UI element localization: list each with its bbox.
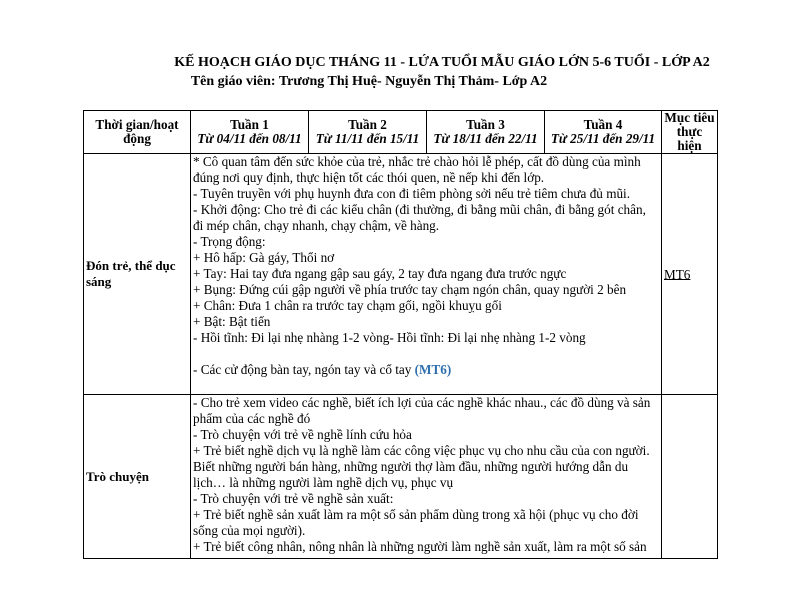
activity-content bbox=[191, 395, 662, 559]
content-text: - Các cử động bàn tay, ngón tay và cổ tay bbox=[193, 362, 412, 377]
content-line: - Trò chuyện với trẻ về nghề lính cứu hỏa bbox=[193, 427, 412, 442]
goal-link[interactable]: MT6 bbox=[664, 266, 691, 282]
header-week-2 bbox=[309, 111, 427, 154]
week-dates: Từ 11/11 đến 15/11 bbox=[315, 131, 420, 146]
goal-tag: (MT6) bbox=[414, 362, 452, 377]
activity-content bbox=[191, 154, 662, 395]
content-line: + Tay: Hai tay đưa ngang gập sau gáy, 2 tay đưa ngang đưa trước ngực bbox=[193, 266, 567, 281]
content-line: - Tuyên truyền với phụ huynh đưa con đi tiêm phòng sởi nếu trẻ tiêm chưa đủ mũi. bbox=[193, 186, 631, 201]
content-line: + Bụng: Đứng cúi gập người về phía trước tay chạm ngón chân, quay người 2 bên bbox=[193, 282, 627, 297]
content-line: - Cho trẻ xem video các nghề, biết ích lợi của các nghề khác nhau., các đồ dùng và sản phẩm của các nghề đó bbox=[193, 395, 651, 426]
document-title: KẾ HOẠCH GIÁO DỤC THÁNG 11 - LỨA TUỔI MẪU GIÁO LỚN 5-6 TUỔI - LỚP A2 bbox=[174, 55, 710, 70]
goal-cell bbox=[662, 395, 718, 559]
header-week-3 bbox=[427, 111, 545, 154]
content-line: - Khởi động: Cho trẻ đi các kiểu chân (đi thường, đi bằng mũi chân, đi bằng gót chân, đi mép chân, chạy nhanh, chạy chậm, về hàng. bbox=[193, 202, 646, 233]
goal-cell bbox=[662, 154, 718, 395]
content-line: + Hô hấp: Gà gáy, Thổi nơ bbox=[193, 250, 335, 265]
week-dates: Từ 18/11 đến 22/11 bbox=[433, 131, 538, 146]
content-line bbox=[193, 362, 659, 378]
table-row bbox=[84, 395, 718, 559]
week-dates: Từ 25/11 đến 29/11 bbox=[550, 131, 656, 146]
header-activity: Thời gian/hoạt động bbox=[84, 111, 191, 154]
header-week-4 bbox=[545, 111, 662, 154]
table-header-row bbox=[84, 111, 718, 154]
document-subtitle: Tên giáo viên: Trương Thị Huệ- Nguyễn Thị Thảm- Lớp A2 bbox=[190, 74, 548, 89]
education-plan-table bbox=[83, 110, 718, 559]
content-line: - Trọng động: bbox=[193, 234, 266, 249]
content-line: + Trẻ biết công nhân, nông nhân là những người làm nghề sản xuất, làm ra một số sản bbox=[193, 539, 647, 554]
content-line: - Hồi tĩnh: Đi lại nhẹ nhàng 1-2 vòng- Hồi tĩnh: Đi lại nhẹ nhàng 1-2 vòng bbox=[193, 330, 586, 345]
content-line: + Chân: Đưa 1 chân ra trước tay chạm gối, ngồi khuỵu gối bbox=[193, 298, 502, 313]
content-line: + Bật: Bật tiến bbox=[193, 314, 271, 329]
header-goal: Mục tiêu thực hiện bbox=[662, 111, 718, 154]
spacer bbox=[193, 346, 659, 362]
content-line: + Trẻ biết nghề sản xuất làm ra một số sản phẩm dùng trong xã hội (phục vụ cho đời sống của mọi người). bbox=[193, 507, 639, 538]
week-dates: Từ 04/11 đến 08/11 bbox=[197, 131, 302, 146]
week-label: Tuần 3 bbox=[466, 117, 505, 132]
content-line: * Cô quan tâm đến sức khỏe của trẻ, nhắc trẻ chào hỏi lễ phép, cất đồ dùng của mình đúng nơi quy định, thực hiện tốt các thói quen, nề nếp khi đến lớp. bbox=[193, 154, 641, 185]
header-week-1 bbox=[191, 111, 309, 154]
content-line: - Trò chuyện với trẻ về nghề sản xuất: bbox=[193, 491, 394, 506]
week-label: Tuần 1 bbox=[230, 117, 269, 132]
week-label: Tuần 2 bbox=[348, 117, 387, 132]
activity-label: Đón trẻ, thể dục sáng bbox=[84, 154, 191, 395]
week-label: Tuần 4 bbox=[583, 117, 623, 132]
content-line: + Trẻ biết nghề dịch vụ là nghề làm các công việc phục vụ cho nhu cầu của con người. Biết những người bán hàng, những người thợ làm đầu, những người hướng dẫn du lịch… là những người làm nghề dịch vụ, phục vụ bbox=[193, 443, 650, 490]
activity-label: Trò chuyện bbox=[84, 395, 191, 559]
table-row bbox=[84, 154, 718, 395]
